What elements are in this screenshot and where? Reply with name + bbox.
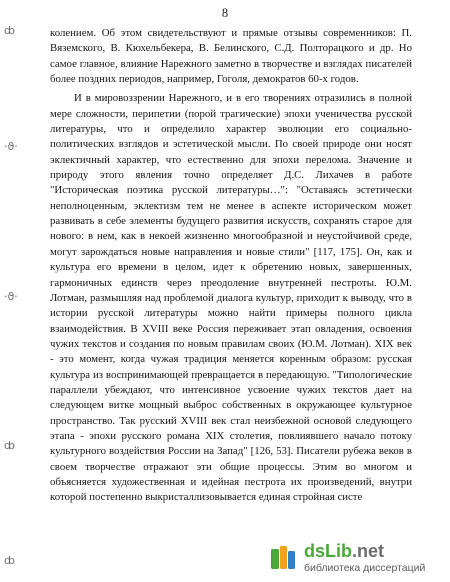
margin-scan-mark: ·ϑ· (4, 290, 18, 303)
paragraph: колением. Об этом свидетельствуют и прямые отзывы современников: П. Вяземского, В. Кюхельбекера, В. Белинского, С.Д. Полторацкого и др. Но самое главное, влияние Нарежного заметно в творчестве и взглядах писателей более поздних периодов, например, Гоголя, демократов 60-х годов. (50, 27, 412, 86)
watermark-site-name: dsLib.net (304, 541, 385, 562)
dslib-watermark[interactable] (268, 537, 444, 579)
margin-scan-mark: ·ϑ· (4, 140, 18, 153)
paragraph: И в мировоззрении Нарежного, и в его творениях отразились в полной мере сложности, перипетии (порой трагические) эпохи ученичества русской литературы, что и определило характер эволюции его социально-политических взглядов и эстетической мысли. По своей природе они носят эклектичный характер, что естественно для эпохи перелома. Значение и природу этого явления точно определяет Д.С. Лихачев в работе "Историческая поэтика русской литературы…": "Оставаясь эстетически неполноценным, эклектизм тем не менее в аспекте историческом может развивать в себе элементы будущего развития искусств, сохранять старое для нового: в нем, как в некоей жизненно многообразной и неустойчивой среде, могут зарождаться новые направления и новые стили" [117, 175]. Он, как и культура его времени в целом, идет к обретению новых, завершенных, гармоничных единств через преодоление внутренней пестроты. Ю.М. Лотман, размышляя над проблемой диалога культур, приходит к выводу, что в истории русской литературы можно найти примеры полного цикла взаимодействия. В XVIII веке Россия переживает этап овладения, освоения чужих текстов и создания по новым правилам своих (Ю.М. Лотман). XIX век - это момент, когда чужая традиция меняется коренным образом: русская культура из воспринимающей превращается в передающую. "Типологические параллели убеждают, что интенсивное усвоение чужих текстов дает на следующем витке мощный выброс собственных в окружающее культурное пространство. Так русский XVIII век стал неизбежной основой следующего этапа - эпохи русского романа XIX столетия, повлиявшего начало потоку культурного воздействия России на Запад" [126, 53]. Писатели рубежа веков в своем творчестве отражают эти общие процессы. Этим во многом и объясняется художественная и идейная пестрота их произведений, внутри которой постепенно выкристаллизовывается единая стройная систе (50, 92, 412, 504)
page-number: 8 (221, 6, 229, 20)
margin-scan-mark: ȸ (4, 24, 15, 37)
body-text (50, 26, 412, 506)
margin-scan-mark: ȸ (4, 439, 15, 452)
watermark-caption: библиотека диссертаций (304, 562, 426, 575)
dslib-logo-icon (268, 543, 298, 573)
margin-scan-mark: ȸ (4, 554, 15, 567)
